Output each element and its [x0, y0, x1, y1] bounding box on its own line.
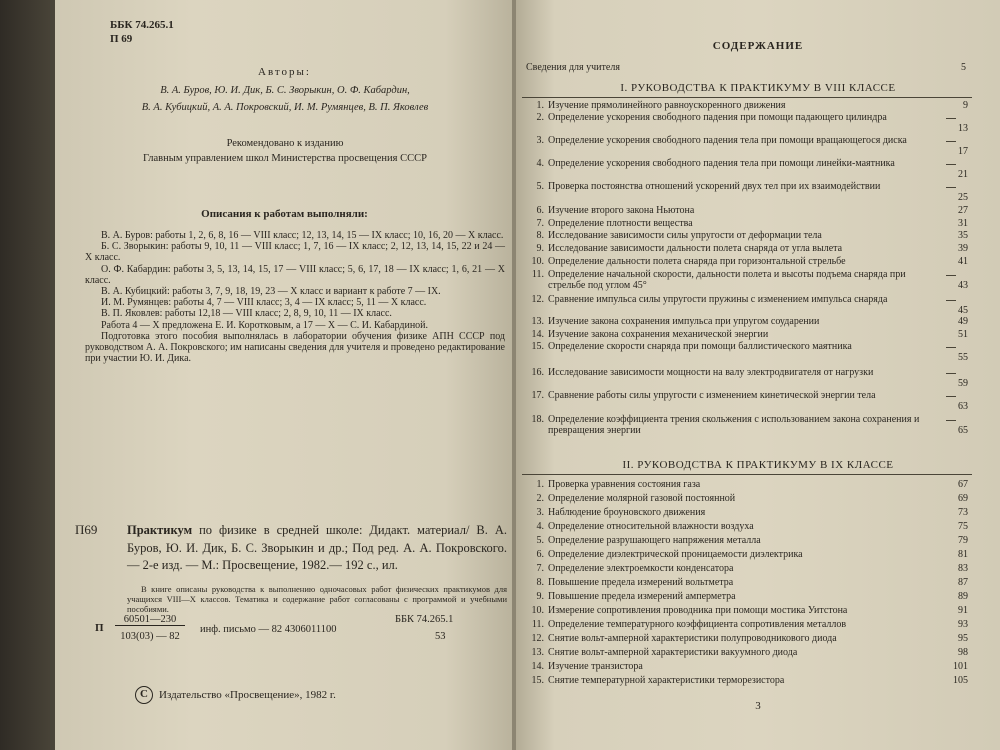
toc-item-page: 98	[958, 647, 968, 658]
left-page	[55, 0, 514, 750]
toc-item-number: 15.	[531, 341, 544, 352]
works-paragraph: Б. С. Зворыкин: работы 9, 10, 11 — VIII класс; 1, 7, 16 — IX класс; 2, 12, 13, 14, 15, 22 и 24 — X класс.	[85, 241, 505, 264]
toc-item-page: 27	[958, 205, 968, 216]
toc-item-number: 13.	[531, 647, 544, 658]
toc-item-title: Изучение транзистора	[548, 661, 643, 672]
toc-item-page: 25	[958, 192, 968, 203]
toc-item-title: Определение относительной влажности воздуха	[548, 521, 754, 532]
toc-section-1: I. РУКОВОДСТВА К ПРАКТИКУМУ В VIII КЛАССЕ	[620, 82, 896, 94]
copyright-text: Издательство «Просвещение», 1982 г.	[159, 689, 336, 701]
toc-item-title: Изучение закона сохранения импульса при упругом соударении	[548, 316, 820, 327]
works-heading: Описания к работам выполняли:	[201, 208, 368, 220]
toc-item-page: 95	[958, 633, 968, 644]
toc-item-title: Определение ускорения свободного падения тела при помощи вращающегося диска	[548, 135, 907, 146]
recommendation-line-2: Главным управлением школ Министерства просвещения СССР	[143, 153, 427, 164]
toc-item-number: 2.	[536, 493, 544, 504]
toc-item-number: 18.	[531, 414, 544, 425]
toc-item-title: Повышение предела измерений вольтметра	[548, 577, 734, 588]
toc-item-number: 1.	[536, 100, 544, 111]
toc-item-number: 15.	[531, 675, 544, 686]
toc-item-page: 55	[958, 352, 968, 363]
toc-item-number: 12.	[531, 294, 544, 305]
catalog-bbk: ББК 74.265.1	[395, 614, 454, 625]
toc-title: СОДЕРЖАНИЕ	[712, 40, 804, 52]
copyright-line	[135, 686, 336, 704]
toc-item-number: 5.	[536, 535, 544, 546]
toc-item-number: 10.	[531, 256, 544, 267]
toc-item-number: 10.	[531, 605, 544, 616]
toc-item-number: 8.	[536, 577, 544, 588]
toc-item-title: Сравнение импульса силы упругости пружины с изменением импульса снаряда	[548, 294, 888, 305]
info-letter: инф. письмо — 82 4306011100	[200, 624, 337, 635]
toc-item-number: 13.	[531, 316, 544, 327]
section-rule	[522, 474, 972, 475]
toc-item-page: 75	[958, 521, 968, 532]
catalog-code: П69	[75, 522, 98, 537]
toc-item-title: Проверка постоянства отношений ускорений двух тел при их взаимодействии	[548, 181, 881, 192]
toc-item-number: 4.	[536, 521, 544, 532]
toc-item-page: 35	[958, 230, 968, 241]
toc-item-number: 3.	[536, 507, 544, 518]
toc-item-number: 2.	[536, 112, 544, 123]
toc-item-title: Определение ускорения свободного падения при помощи падающего цилиндра	[548, 112, 887, 123]
toc-item-page: 81	[958, 549, 968, 560]
toc-item-page: 89	[958, 591, 968, 602]
toc-item-title: Исследование зависимости силы упругости от деформации тела	[548, 230, 822, 241]
toc-item-page: 45	[958, 305, 968, 316]
toc-item-page: 83	[958, 563, 968, 574]
toc-item-page: 87	[958, 577, 968, 588]
toc-item-page: 69	[958, 493, 968, 504]
toc-dash	[946, 118, 956, 119]
authors-line-2: В. А. Кубицкий, А. А. Покровский, И. М. Румянцев, В. П. Яковлев	[141, 102, 429, 113]
page-number: 3	[755, 700, 761, 712]
toc-item-number: 14.	[531, 329, 544, 340]
toc-item-number: 14.	[531, 661, 544, 672]
code-letter: П	[95, 622, 104, 634]
code-numerator: 60501—230	[115, 614, 185, 626]
toc-item-title: Определение дальности полета снаряда при горизонтальной стрельбе	[548, 256, 846, 267]
toc-item-number: 12.	[531, 633, 544, 644]
toc-item-page: 13	[958, 123, 968, 134]
toc-item-title: Повышение предела измерений амперметра	[548, 591, 736, 602]
toc-item-page: 93	[958, 619, 968, 630]
toc-dash	[946, 396, 956, 397]
toc-item-page: 39	[958, 243, 968, 254]
toc-item-title: Определение ускорения свободного падения тела при помощи линейки-маятника	[548, 158, 895, 169]
toc-item-number: 9.	[536, 243, 544, 254]
toc-item-number: 6.	[536, 549, 544, 560]
toc-dash	[946, 141, 956, 142]
toc-item-page: 31	[958, 218, 968, 229]
toc-item-title: Измерение сопротивления проводника при помощи мостика Уитстона	[548, 605, 848, 616]
toc-dash	[946, 373, 956, 374]
toc-item-number: 7.	[536, 218, 544, 229]
toc-dash	[946, 164, 956, 165]
toc-item-page: 49	[958, 316, 968, 327]
toc-item-number: 16.	[531, 367, 544, 378]
catalog-codes	[90, 614, 510, 654]
toc-item-page: 17	[958, 146, 968, 157]
toc-dash	[946, 275, 956, 276]
toc-item-title: Изучение второго закона Ньютона	[548, 205, 695, 216]
toc-item-page: 63	[958, 401, 968, 412]
right-page	[516, 0, 1000, 750]
toc-item-page: 91	[958, 605, 968, 616]
toc-item-number: 4.	[536, 158, 544, 169]
toc-item-page: 65	[958, 425, 968, 436]
toc-item-title: Определение начальной скорости, дальности полета и высоты подъема снаряда при стрельбе под углом 45°	[548, 269, 906, 291]
toc-item-page: 21	[958, 169, 968, 180]
works-paragraph: Подготовка этого пособия выполнялась в лаборатории обучения физике АПН СССР под руководством А. А. Покровского; им написаны сведения для учителя и проведено редактирование при участии Ю. И. Дика.	[85, 330, 505, 365]
toc-item-title: Снятие вольт-амперной характеристики полупроводникового диода	[548, 633, 837, 644]
toc-item-page: 67	[958, 479, 968, 490]
catalog-annotation: В книге описаны руководства к выполнению одночасовых работ физических практикумов для учащихся VIII—X классов. Тематика и содержание работ согласованы с программой и учебными пособиями.	[127, 584, 507, 614]
works-paragraph: Работа 4 — X предложена Е. И. Коротковым, а 17 — X — С. И. Кабардиной.	[101, 319, 429, 331]
toc-item-title: Исследование зависимости дальности полета снаряда от угла вылета	[548, 243, 843, 254]
works-paragraph: О. Ф. Кабардин: работы 3, 5, 13, 14, 15, 17 — VIII класс; 5, 6, 17, 18 — IX класс; 1, 6, 21 — X класс.	[85, 263, 505, 286]
toc-item-title: Снятие температурной характеристики терморезистора	[548, 675, 785, 686]
catalog-udk: 53	[435, 631, 446, 642]
toc-dash	[946, 187, 956, 188]
toc-item-number: 8.	[536, 230, 544, 241]
toc-item-title: Определение молярной газовой постоянной	[548, 493, 736, 504]
authors-line-1: В. А. Буров, Ю. И. Дик, Б. С. Зворыкин, О. Ф. Кабардин,	[160, 85, 410, 96]
works-paragraph: В. А. Буров: работы 1, 2, 6, 8, 16 — VIII класс; 12, 13, 14, 15 — IX класс; 10, 16, 20 — X класс.	[101, 230, 504, 241]
toc-item-title: Определение температурного коэффициента сопротивления металлов	[548, 619, 847, 630]
works-list	[85, 230, 505, 364]
toc-item-page: 79	[958, 535, 968, 546]
bbk-header	[110, 18, 174, 46]
copyright-icon: C	[135, 686, 153, 704]
toc-dash	[946, 420, 956, 421]
toc-item-number: 7.	[536, 563, 544, 574]
bbk-index: ББК 74.265.1	[110, 19, 174, 31]
authors-list	[85, 82, 485, 116]
toc-item-title: Изучение прямолинейного равноускоренного движения	[548, 100, 786, 111]
works-paragraph: В. А. Кубицкий: работы 3, 7, 9, 18, 19, 23 — X класс и вариант к работе 7 — IX.	[101, 286, 441, 298]
toc-intro-page: 5	[961, 62, 966, 73]
toc-item-number: 9.	[536, 591, 544, 602]
toc-item-page: 59	[958, 378, 968, 389]
toc-item-number: 11.	[531, 269, 544, 280]
toc-item-number: 11.	[531, 619, 544, 630]
catalog-lead: Практикум	[127, 523, 193, 537]
toc-item-title: Сравнение работы силы упругости с изменением кинетической энергии тела	[548, 390, 876, 401]
toc-item-title: Определение диэлектрической проницаемости диэлектрика	[548, 549, 803, 560]
toc-item-title: Проверка уравнения состояния газа	[548, 479, 701, 490]
toc-item-page: 101	[953, 661, 968, 672]
toc-item-number: 1.	[536, 479, 544, 490]
toc-dash	[946, 300, 956, 301]
toc-item-title: Изучение закона сохранения механической энергии	[548, 329, 769, 340]
authors-heading: Авторы:	[258, 66, 311, 78]
recommendation-line-1: Рекомендовано к изданию	[226, 138, 344, 149]
book-edge	[0, 0, 55, 750]
toc-section-2: II. РУКОВОДСТВА К ПРАКТИКУМУ В IX КЛАССЕ	[622, 459, 894, 471]
toc-item-title: Определение коэффициента трения скольжения с использованием закона сохранения и превращения энергии	[548, 414, 920, 436]
recommendation	[75, 136, 495, 166]
works-paragraph: В. П. Яковлев: работы 12,18 — VIII класс; 2, 8, 9, 10, 11 — IX класс.	[101, 308, 392, 320]
toc-item-page: 41	[958, 256, 968, 267]
toc-item-page: 105	[953, 675, 968, 686]
toc-item-number: 17.	[531, 390, 544, 401]
catalog-description	[127, 522, 507, 575]
toc-intro-label: Сведения для учителя	[526, 62, 620, 73]
bbk-code: П 69	[110, 33, 133, 45]
toc-item-title: Определение разрушающего напряжения металла	[548, 535, 761, 546]
toc-item-number: 5.	[536, 181, 544, 192]
section-rule	[522, 97, 972, 98]
toc-item-number: 3.	[536, 135, 544, 146]
toc-item-page: 43	[958, 280, 968, 291]
toc-item-title: Определение скорости снаряда при помощи баллистического маятника	[548, 341, 852, 352]
toc-item-title: Определение плотности вещества	[548, 218, 693, 229]
toc-dash	[946, 347, 956, 348]
toc-item-number: 6.	[536, 205, 544, 216]
toc-item-title: Снятие вольт-амперной характеристики вакуумного диода	[548, 647, 798, 658]
toc-item-title: Наблюдение броуновского движения	[548, 507, 706, 518]
toc-item-page: 9	[963, 100, 968, 111]
catalog-text: по физике в средней школе: Дидакт. материал/ В. А. Буров, Ю. И. Дик, Б. С. Зворыкин и др.; Под ред. А. А. Покровского. — 2-е изд. — М.: Просвещение, 1982.— 192 с., ил.	[127, 523, 507, 572]
toc-item-title: Исследование зависимости мощности на валу электродвигателя от нагрузки	[548, 367, 874, 378]
toc-item-title: Определение электроемкости конденсатора	[548, 563, 734, 574]
works-paragraph: И. М. Румянцев: работы 4, 7 — VIII класс; 3, 4 — IX класс; 5, 11 — X класс.	[101, 297, 427, 309]
toc-item-page: 73	[958, 507, 968, 518]
code-denominator: 103(03) — 82	[120, 631, 180, 642]
toc-item-page: 51	[958, 329, 968, 340]
